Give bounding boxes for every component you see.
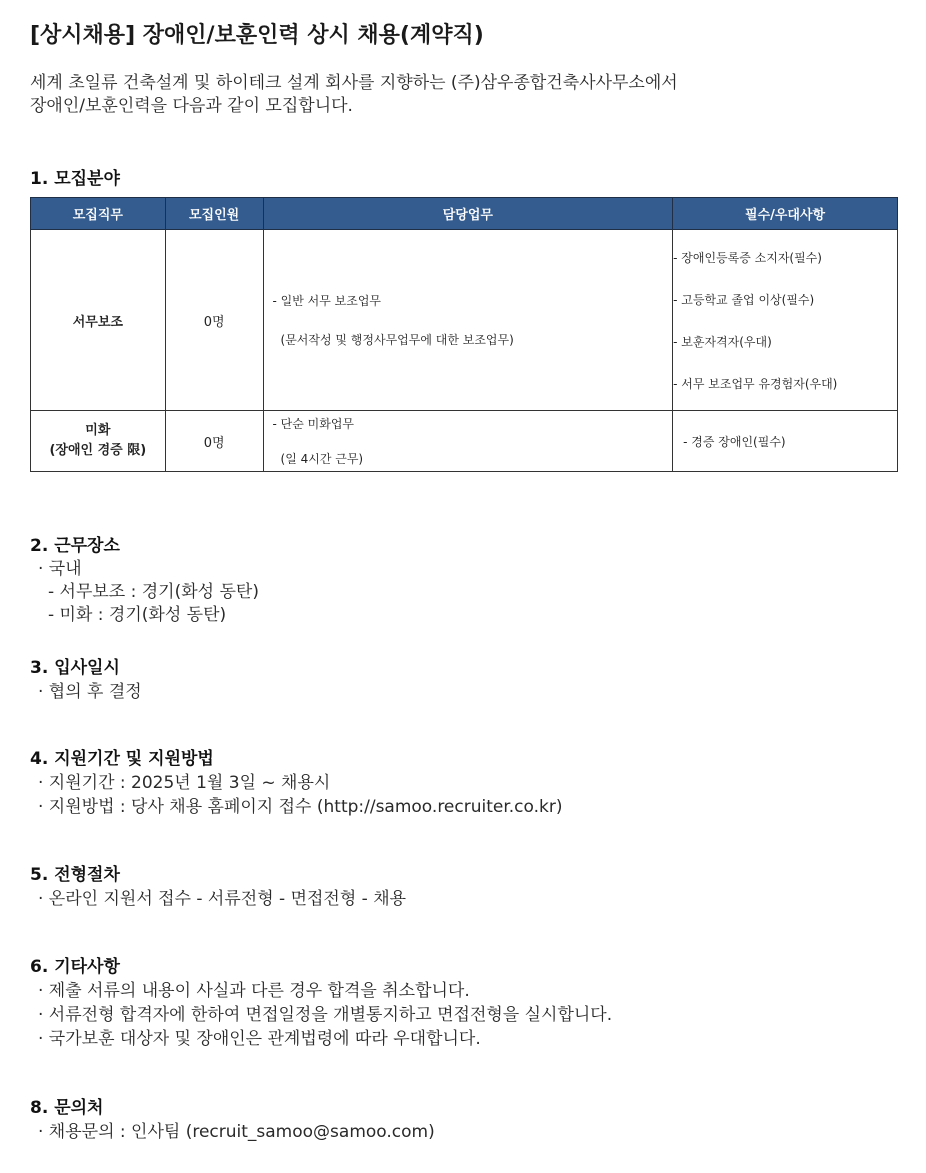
job-title: 미화 (85, 423, 111, 438)
job-cell (31, 411, 166, 472)
count-cell: 0명 (165, 411, 263, 472)
count-cell: 0명 (165, 230, 263, 411)
column-header: 담당업무 (263, 198, 673, 230)
requirement-line: - 장애인등록증 소지자(필수) (673, 250, 822, 265)
contact-line: · 채용문의 : 인사팀 (recruit_samoo@samoo.com) (38, 1122, 435, 1142)
table-row (31, 411, 898, 472)
location-line: - 서무보조 : 경기(화성 동탄) (48, 582, 259, 602)
duty-line: - 일반 서무 보조업무 (272, 294, 382, 308)
application-line: · 지원기간 : 2025년 1월 3일 ~ 채용시 (38, 773, 331, 793)
requirement-line: - 보훈자격자(우대) (673, 334, 772, 349)
section-heading-notes: 6. 기타사항 (30, 957, 120, 977)
requirement-line: - 서무 보조업무 유경험자(우대) (673, 376, 838, 391)
job-note: (장애인 경증 限) (49, 443, 147, 458)
duty-line: (문서작성 및 행정사무업무에 대한 보조업무) (280, 333, 514, 347)
requirement-line: - 고등학교 졸업 이상(필수) (673, 292, 815, 307)
column-header: 모집직무 (31, 198, 166, 230)
section-heading-application: 4. 지원기간 및 지원방법 (30, 749, 214, 769)
duty-line: (일 4시간 근무) (280, 452, 364, 466)
requirement-line: - 경증 장애인(필수) (683, 434, 786, 449)
table-header-row (31, 198, 898, 230)
location-line: · 국내 (38, 559, 82, 579)
section-heading-location: 2. 근무장소 (30, 536, 120, 556)
start-date-line: · 협의 후 결정 (38, 682, 142, 702)
intro-line: 장애인/보훈인력을 다음과 같이 모집합니다. (30, 96, 353, 116)
duty-line: - 단순 미화업무 (272, 417, 355, 431)
notes-line: · 국가보훈 대상자 및 장애인은 관계법령에 따라 우대합니다. (38, 1029, 481, 1049)
section-heading-positions: 1. 모집분야 (30, 169, 120, 189)
section-heading-contact: 8. 문의처 (30, 1098, 104, 1118)
positions-table (30, 197, 898, 472)
duties-cell (263, 230, 673, 411)
table-row (31, 230, 898, 411)
job-title: 서무보조 (72, 314, 123, 330)
job-cell (31, 230, 166, 411)
application-line: · 지원방법 : 당사 채용 홈페이지 접수 (http://samoo.recruiter.co.kr) (38, 797, 563, 817)
section-heading-process: 5. 전형절차 (30, 865, 120, 885)
duties-cell (263, 411, 673, 472)
notes-line: · 서류전형 합격자에 한하여 면접일정을 개별통지하고 면접전형을 실시합니다. (38, 1005, 613, 1025)
location-line: - 미화 : 경기(화성 동탄) (48, 605, 227, 625)
requirements-cell (673, 411, 898, 472)
section-heading-start-date: 3. 입사일시 (30, 658, 120, 678)
intro-text (30, 72, 678, 118)
column-header: 모집인원 (165, 198, 263, 230)
page-title: [상시채용] 장애인/보훈인력 상시 채용(계약직) (30, 23, 484, 48)
process-line: · 온라인 지원서 접수 - 서류전형 - 면접전형 - 채용 (38, 889, 407, 909)
column-header: 필수/우대사항 (673, 198, 898, 230)
requirements-cell (673, 230, 898, 411)
notes-line: · 제출 서류의 내용이 사실과 다른 경우 합격을 취소합니다. (38, 981, 470, 1001)
intro-line: 세계 초일류 건축설계 및 하이테크 설계 회사를 지향하는 (주)삼우종합건축사사무소에서 (30, 73, 678, 93)
